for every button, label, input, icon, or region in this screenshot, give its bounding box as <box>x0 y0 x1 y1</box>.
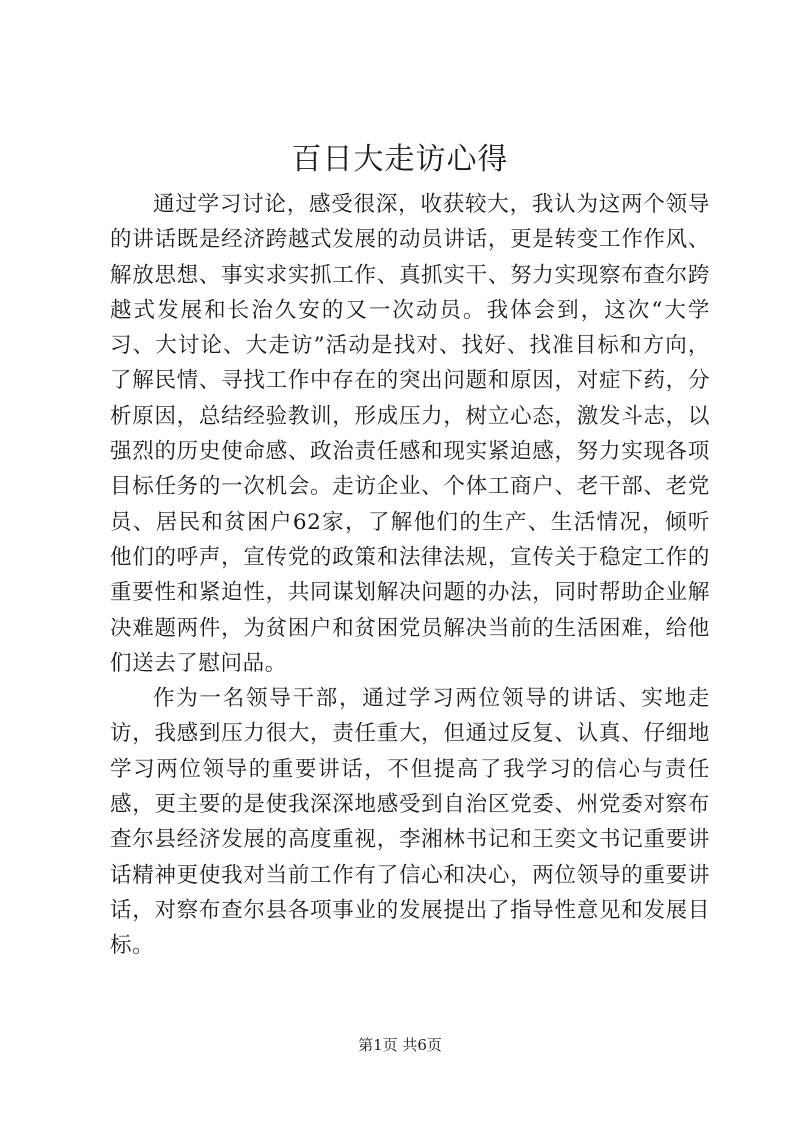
paragraph: 通过学习讨论，感受很深，收获较大，我认为这两个领导的讲话既是经济跨越式发展的动员讲话，更是转变工作作风、解放思想、事实求实抓工作、真抓实干、努力实现察布查尔跨越式发展和长治久安的又一次动员。我体会到，这次“大学习、大讨论、大走访”活动是找对、找好、找准目标和方向，了解民情、寻找工作中存在的突出问题和原因，对症下药，分析原因，总结经验教训，形成压力，树立心态，激发斗志，以强烈的历史使命感、政治责任感和现实紧迫感，努力实现各项目标任务的一次机会。走访企业、个体工商户、老干部、老党员、居民和贫困户62家，了解他们的生产、生活情况，倾听他们的呼声，宣传党的政策和法律法规，宣传关于稳定工作的重要性和紧迫性，共同谋划解决问题的办法，同时帮助企业解决难题两件，为贫困户和贫困党员解决当前的生活困难，给他们送去了慰问品。 <box>110 192 710 676</box>
document-title: 百日大走访心得 <box>291 142 509 177</box>
paragraph: 作为一名领导干部，通过学习两位领导的讲话、实地走访，我感到压力很大，责任重大，但通过反复、认真、仔细地学习两位领导的重要讲话，不但提高了我学习的信心与责任感，更主要的是使我深深地感受到自治区党委、州党委对察布查尔县经济发展的高度重视，李湘林书记和王奕文书记重要讲话精神更使我对当前工作有了信心和决心，两位领导的重要讲话，对察布查尔县各项事业的发展提出了指导性意见和发展目标。 <box>110 686 710 959</box>
page-footer: 第1页 共6页 <box>358 1036 442 1054</box>
document-body <box>110 187 710 964</box>
